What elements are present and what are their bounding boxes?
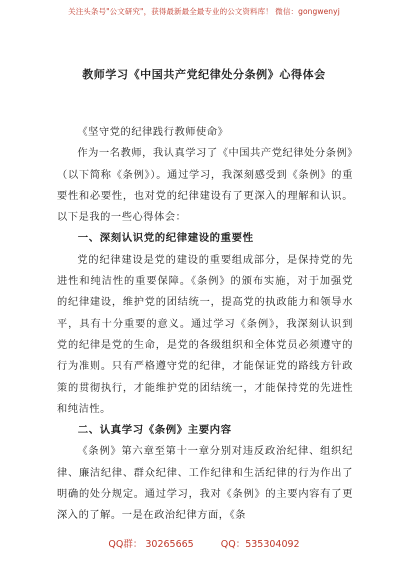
document-body	[57, 122, 353, 527]
subtitle-paragraph: 《坚守党的纪律践行教师使命》	[77, 127, 229, 138]
section-1-heading: 一、深刻认识党的纪律建设的重要性	[77, 232, 254, 245]
section-2-heading: 二、认真学习《条例》主要内容	[77, 424, 232, 437]
footer-qq-group: QQ群： 30265665	[108, 539, 194, 550]
intro-paragraph: 作为一名教师，我认真学习了《中国共产党纪律处分条例》（以下简称《条例》）。通过学习，我深刻感受到《条例》的重要性和必要性，也对党的纪律建设有了更深入的理解和认识。以下是我的一些心得体会：	[57, 148, 353, 224]
footer-qq: QQ：535304092	[220, 539, 300, 550]
footer	[0, 536, 408, 550]
section-2-body: 《条例》第六章至第十一章分别对违反政治纪律、组织纪律、廉洁纪律、群众纪律、工作纪律和生活纪律的行为作出了明确的处分规定。通过学习，我对《条例》的主要内容有了更深入的了解。一是在政治纪律方面，《条	[57, 446, 353, 522]
top-banner: 关注头条号"公文研究"，获得最新最全最专业的公文资料库！ 微信：gongwenyj	[68, 7, 340, 16]
section-1-body: 党的纪律建设是党的建设的重要组成部分，是保持党的先进性和纯洁性的重要保障。《条例》的颁布实施，对于加强党的纪律建设，维护党的团结统一，提高党的执政能力和领导水平，具有十分重要的意义。通过学习《条例》，我深刻认识到党的纪律是党的生命，是党的各级组织和全体党员必须遵守的行为准则。只有严格遵守党的纪律，才能保证党的路线方针政策的贯彻执行，才能维护党的团结统一，才能保持党的先进性和纯洁性。	[57, 254, 353, 415]
document-title: 教师学习《中国共产党纪律处分条例》心得体会	[82, 68, 326, 81]
